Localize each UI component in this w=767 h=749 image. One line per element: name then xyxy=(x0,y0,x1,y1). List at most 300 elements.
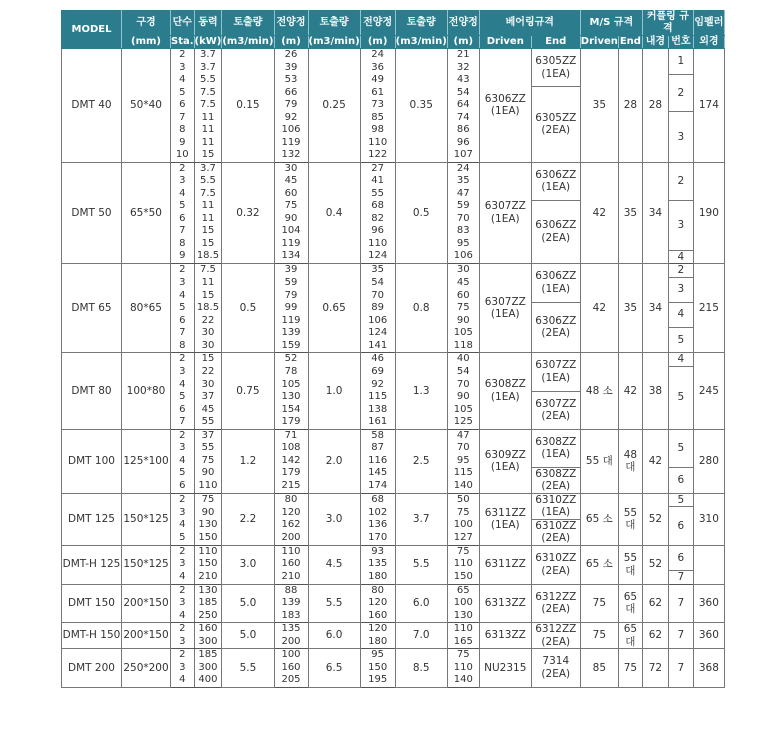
head-cell-1: 75 xyxy=(274,200,308,213)
impeller-cell: 368 xyxy=(693,649,724,688)
power-cell: 250 xyxy=(194,610,222,623)
power-cell: 90 xyxy=(194,507,222,520)
flow-cell-1: 0.32 xyxy=(222,162,274,264)
head-cell-2: 69 xyxy=(360,366,395,379)
coupling-no-cell: 6 xyxy=(668,545,693,571)
bearing-driven-cell: 6307ZZ (1EA) xyxy=(479,162,531,264)
stage-cell: 5 xyxy=(171,302,195,315)
power-cell: 75 xyxy=(194,455,222,468)
head-cell-1: 60 xyxy=(274,188,308,201)
flow-cell-2: 2.0 xyxy=(308,429,360,493)
power-cell: 37 xyxy=(194,429,222,442)
bore-cell: 200*150 xyxy=(122,584,171,623)
head-cell-3: 140 xyxy=(447,674,479,687)
head-cell-2: 27 xyxy=(360,162,395,175)
power-cell: 15 xyxy=(194,238,222,251)
head-cell-2: 87 xyxy=(360,442,395,455)
head-cell-2: 141 xyxy=(360,340,395,353)
head-cell-3: 21 xyxy=(447,49,479,62)
pump-spec-table xyxy=(61,10,725,688)
header-bore: 구경 xyxy=(122,11,171,36)
header-ms: M/S 규격 xyxy=(580,11,642,36)
head-cell-1: 162 xyxy=(274,519,308,532)
stage-cell: 5 xyxy=(171,200,195,213)
power-cell: 7.5 xyxy=(194,188,222,201)
head-cell-3: 40 xyxy=(447,353,479,367)
head-cell-2: 124 xyxy=(360,327,395,340)
stage-cell: 4 xyxy=(171,188,195,201)
impeller-cell: 360 xyxy=(693,584,724,623)
model-cell: DMT 200 xyxy=(62,649,122,688)
head-cell-3: 105 xyxy=(447,327,479,340)
impeller-cell: 174 xyxy=(693,49,724,163)
head-cell-1: 45 xyxy=(274,175,308,188)
stage-cell: 2 xyxy=(171,649,195,662)
coupling-no-cell: 6 xyxy=(668,507,693,546)
table-row xyxy=(62,353,725,367)
head-cell-1: 26 xyxy=(274,49,308,62)
head-cell-1: 130 xyxy=(274,391,308,404)
head-cell-3: 125 xyxy=(447,416,479,429)
head-cell-2: 36 xyxy=(360,62,395,75)
header-coupling-id: 내경 xyxy=(642,36,668,49)
power-cell: 30 xyxy=(194,340,222,353)
power-cell: 3.7 xyxy=(194,49,222,62)
head-cell-1: 159 xyxy=(274,340,308,353)
header-ms-driven: Driven xyxy=(580,36,618,47)
head-cell-2: 135 xyxy=(360,558,395,571)
flow-cell-2: 0.65 xyxy=(308,264,360,353)
head-cell-3: 32 xyxy=(447,62,479,75)
table-row xyxy=(62,545,725,558)
stage-cell: 3 xyxy=(171,636,195,649)
table-row xyxy=(62,584,725,597)
table-row xyxy=(62,493,725,507)
flow-cell-1: 3.0 xyxy=(222,545,274,584)
head-cell-1: 200 xyxy=(274,532,308,545)
coupling-id-cell: 52 xyxy=(642,493,668,545)
coupling-no-cell: 4 xyxy=(668,353,693,367)
bearing-end-cell: 6307ZZ (1EA) xyxy=(531,353,580,392)
bore-cell: 250*200 xyxy=(122,649,171,688)
coupling-no-cell: 6 xyxy=(668,467,693,493)
head-cell-2: 180 xyxy=(360,571,395,585)
stage-cell: 2 xyxy=(171,429,195,442)
flow-cell-2: 1.0 xyxy=(308,353,360,430)
power-cell: 15 xyxy=(194,149,222,162)
ms-end-cell: 35 xyxy=(618,264,642,353)
head-cell-3: 140 xyxy=(447,480,479,493)
ms-driven-cell: 35 xyxy=(580,49,618,163)
head-cell-2: 120 xyxy=(360,597,395,610)
head-cell-1: 78 xyxy=(274,366,308,379)
head-cell-3: 95 xyxy=(447,455,479,468)
head-cell-1: 59 xyxy=(274,277,308,290)
table-row xyxy=(62,49,725,62)
head-cell-1: 200 xyxy=(274,636,308,649)
head-cell-2: 110 xyxy=(360,238,395,251)
header-impeller-od: 외경 xyxy=(693,36,724,49)
stage-cell: 4 xyxy=(171,379,195,392)
power-cell: 30 xyxy=(194,327,222,340)
header-coupling-no: 번호 xyxy=(668,36,693,49)
stage-cell: 8 xyxy=(171,124,195,137)
bearing-end-cell: 6306ZZ (1EA) xyxy=(531,264,580,303)
coupling-id-cell: 62 xyxy=(642,623,668,649)
header-stage-unit: Sta. xyxy=(171,36,194,47)
head-cell-1: 100 xyxy=(274,649,308,662)
impeller-cell: 280 xyxy=(693,429,724,493)
power-cell: 5.5 xyxy=(194,74,222,87)
stage-cell: 3 xyxy=(171,366,195,379)
bearing-driven-cell: 6311ZZ xyxy=(479,545,531,584)
coupling-id-cell: 62 xyxy=(642,584,668,623)
head-cell-3: 115 xyxy=(447,467,479,480)
header-flow-2: 토출량 xyxy=(308,11,360,36)
head-cell-3: 45 xyxy=(447,277,479,290)
head-cell-1: 210 xyxy=(274,571,308,585)
bearing-end-cell: 6308ZZ (2EA) xyxy=(531,467,580,493)
head-cell-3: 60 xyxy=(447,290,479,303)
header-head-3: 전양정 xyxy=(447,11,479,36)
stage-cell: 4 xyxy=(171,455,195,468)
head-cell-3: 70 xyxy=(447,213,479,226)
flow-cell-2: 4.5 xyxy=(308,545,360,584)
head-cell-2: 138 xyxy=(360,404,395,417)
head-cell-2: 46 xyxy=(360,353,395,367)
stage-cell: 8 xyxy=(171,340,195,353)
bore-cell: 125*100 xyxy=(122,429,171,493)
head-cell-2: 70 xyxy=(360,290,395,303)
head-cell-3: 64 xyxy=(447,99,479,112)
power-cell: 210 xyxy=(194,571,222,585)
power-cell: 45 xyxy=(194,404,222,417)
head-cell-2: 115 xyxy=(360,391,395,404)
bearing-driven-cell: 6306ZZ (1EA) xyxy=(479,49,531,163)
bearing-end-cell: 6310ZZ (2EA) xyxy=(531,519,580,545)
ms-driven-cell: 42 xyxy=(580,264,618,353)
bearing-end-cell: 6310ZZ (1EA) xyxy=(531,493,580,519)
model-cell: DMT-H 125 xyxy=(62,545,122,584)
coupling-id-cell: 42 xyxy=(642,429,668,493)
stage-cell: 4 xyxy=(171,674,195,687)
flow-cell-1: 1.2 xyxy=(222,429,274,493)
stage-cell: 7 xyxy=(171,327,195,340)
head-cell-1: 99 xyxy=(274,302,308,315)
stage-cell: 9 xyxy=(171,250,195,264)
bearing-end-cell: 6306ZZ (2EA) xyxy=(531,302,580,353)
head-cell-2: 161 xyxy=(360,416,395,429)
coupling-id-cell: 72 xyxy=(642,649,668,688)
head-cell-3: 50 xyxy=(447,493,479,507)
head-cell-1: 106 xyxy=(274,124,308,137)
model-cell: DMT 65 xyxy=(62,264,122,353)
power-cell: 300 xyxy=(194,636,222,649)
head-cell-1: 179 xyxy=(274,416,308,429)
bore-cell: 150*125 xyxy=(122,493,171,545)
impeller-cell xyxy=(693,545,724,584)
flow-cell-2: 5.5 xyxy=(308,584,360,623)
head-cell-1: 39 xyxy=(274,264,308,278)
head-cell-3: 107 xyxy=(447,149,479,162)
stage-cell: 6 xyxy=(171,480,195,493)
head-cell-2: 49 xyxy=(360,74,395,87)
stage-cell: 3 xyxy=(171,507,195,520)
ms-driven-cell: 75 xyxy=(580,584,618,623)
ms-end-cell: 48 대 xyxy=(618,429,642,493)
power-cell: 22 xyxy=(194,315,222,328)
head-cell-3: 30 xyxy=(447,264,479,278)
table-row xyxy=(62,162,725,175)
head-cell-3: 165 xyxy=(447,636,479,649)
head-cell-3: 90 xyxy=(447,391,479,404)
header-bearing-end: End xyxy=(531,36,580,49)
flow-cell-3: 6.0 xyxy=(395,584,447,623)
flow-cell-3: 3.7 xyxy=(395,493,447,545)
power-cell: 15 xyxy=(194,225,222,238)
stage-cell: 3 xyxy=(171,597,195,610)
head-cell-3: 47 xyxy=(447,188,479,201)
stage-cell: 5 xyxy=(171,467,195,480)
head-cell-2: 58 xyxy=(360,429,395,442)
flow-cell-3: 7.0 xyxy=(395,623,447,649)
stage-cell: 7 xyxy=(171,225,195,238)
coupling-id-cell: 52 xyxy=(642,545,668,584)
power-cell: 11 xyxy=(194,277,222,290)
head-cell-3: 70 xyxy=(447,442,479,455)
spec-table-wrapper xyxy=(61,10,725,688)
header-impeller: 임펠러 xyxy=(693,11,724,36)
flow-cell-3: 0.35 xyxy=(395,49,447,163)
power-cell: 5.5 xyxy=(194,175,222,188)
power-cell: 150 xyxy=(194,532,222,545)
header-flow-unit-3: (m3/min) xyxy=(395,36,447,47)
stage-cell: 4 xyxy=(171,571,195,585)
head-cell-1: 79 xyxy=(274,290,308,303)
power-cell: 11 xyxy=(194,112,222,125)
power-cell: 11 xyxy=(194,137,222,150)
head-cell-1: 134 xyxy=(274,250,308,264)
head-cell-3: 24 xyxy=(447,162,479,175)
head-cell-3: 105 xyxy=(447,404,479,417)
stage-cell: 9 xyxy=(171,137,195,150)
model-cell: DMT 125 xyxy=(62,493,122,545)
header-head-2: 전양정 xyxy=(360,11,395,36)
head-cell-3: 75 xyxy=(447,507,479,520)
power-cell: 7.5 xyxy=(194,87,222,100)
head-cell-2: 120 xyxy=(360,623,395,636)
head-cell-2: 82 xyxy=(360,213,395,226)
model-cell: DMT 80 xyxy=(62,353,122,430)
model-cell: DMT 150 xyxy=(62,584,122,623)
head-cell-2: 68 xyxy=(360,200,395,213)
stage-cell: 6 xyxy=(171,315,195,328)
head-cell-1: 154 xyxy=(274,404,308,417)
head-cell-3: 54 xyxy=(447,366,479,379)
header-power-unit: (kW) xyxy=(194,36,222,47)
stage-cell: 4 xyxy=(171,519,195,532)
head-cell-1: 71 xyxy=(274,429,308,442)
head-cell-1: 205 xyxy=(274,674,308,687)
power-cell: 90 xyxy=(194,467,222,480)
flow-cell-1: 2.2 xyxy=(222,493,274,545)
head-cell-3: 130 xyxy=(447,610,479,623)
head-cell-3: 75 xyxy=(447,302,479,315)
header-ms-end: End xyxy=(619,36,641,47)
coupling-no-cell: 2 xyxy=(668,74,693,112)
power-cell: 7.5 xyxy=(194,99,222,112)
coupling-no-cell: 5 xyxy=(668,366,693,429)
coupling-id-cell: 34 xyxy=(642,162,668,264)
head-cell-3: 127 xyxy=(447,532,479,545)
flow-cell-3: 8.5 xyxy=(395,649,447,688)
coupling-no-cell: 3 xyxy=(668,112,693,163)
power-cell: 130 xyxy=(194,584,222,597)
ms-end-cell: 55 대 xyxy=(618,545,642,584)
stage-cell: 4 xyxy=(171,74,195,87)
head-cell-2: 106 xyxy=(360,315,395,328)
bearing-driven-cell: 6309ZZ (1EA) xyxy=(479,429,531,493)
stage-cell: 4 xyxy=(171,290,195,303)
stage-cell: 3 xyxy=(171,175,195,188)
bearing-driven-cell: 6313ZZ xyxy=(479,584,531,623)
head-cell-3: 110 xyxy=(447,558,479,571)
stage-cell: 8 xyxy=(171,238,195,251)
head-cell-1: 119 xyxy=(274,315,308,328)
head-cell-2: 35 xyxy=(360,264,395,278)
bearing-end-cell: 6306ZZ (2EA) xyxy=(531,200,580,264)
stage-cell: 7 xyxy=(171,112,195,125)
power-cell: 18.5 xyxy=(194,250,222,264)
head-cell-2: 136 xyxy=(360,519,395,532)
flow-cell-1: 5.0 xyxy=(222,623,274,649)
head-cell-1: 120 xyxy=(274,507,308,520)
head-cell-2: 89 xyxy=(360,302,395,315)
coupling-no-cell: 7 xyxy=(668,584,693,623)
head-cell-1: 119 xyxy=(274,238,308,251)
power-cell: 11 xyxy=(194,200,222,213)
flow-cell-1: 5.5 xyxy=(222,649,274,688)
head-cell-2: 150 xyxy=(360,662,395,675)
bearing-end-cell: 6312ZZ (2EA) xyxy=(531,584,580,623)
bearing-end-cell: 6307ZZ (2EA) xyxy=(531,391,580,429)
head-cell-1: 135 xyxy=(274,623,308,636)
coupling-no-cell: 5 xyxy=(668,429,693,467)
stage-cell: 3 xyxy=(171,558,195,571)
flow-cell-2: 6.0 xyxy=(308,623,360,649)
head-cell-3: 35 xyxy=(447,175,479,188)
power-cell: 110 xyxy=(194,545,222,558)
head-cell-3: 100 xyxy=(447,519,479,532)
flow-cell-1: 0.75 xyxy=(222,353,274,430)
power-cell: 3.7 xyxy=(194,62,222,75)
head-cell-2: 102 xyxy=(360,507,395,520)
head-cell-1: 108 xyxy=(274,442,308,455)
flow-cell-2: 0.4 xyxy=(308,162,360,264)
head-cell-3: 70 xyxy=(447,379,479,392)
head-cell-1: 90 xyxy=(274,213,308,226)
head-cell-3: 110 xyxy=(447,623,479,636)
stage-cell: 3 xyxy=(171,662,195,675)
head-cell-1: 30 xyxy=(274,162,308,175)
head-cell-2: 145 xyxy=(360,467,395,480)
impeller-cell: 245 xyxy=(693,353,724,430)
table-row xyxy=(62,429,725,442)
coupling-no-cell: 3 xyxy=(668,277,693,302)
head-cell-1: 110 xyxy=(274,545,308,558)
power-cell: 11 xyxy=(194,124,222,137)
head-cell-1: 88 xyxy=(274,584,308,597)
head-cell-2: 24 xyxy=(360,49,395,62)
head-cell-2: 80 xyxy=(360,584,395,597)
coupling-no-cell: 4 xyxy=(668,250,693,264)
flow-cell-2: 0.25 xyxy=(308,49,360,163)
stage-cell: 5 xyxy=(171,391,195,404)
stage-cell: 6 xyxy=(171,404,195,417)
stage-cell: 3 xyxy=(171,277,195,290)
head-cell-2: 122 xyxy=(360,149,395,162)
head-cell-1: 53 xyxy=(274,74,308,87)
header-head-unit-1: (m) xyxy=(274,36,308,49)
header-coupling: 커플링 규격 xyxy=(642,11,693,36)
header-model: MODEL xyxy=(62,11,122,49)
bearing-driven-cell: 6308ZZ (1EA) xyxy=(479,353,531,430)
head-cell-2: 95 xyxy=(360,649,395,662)
head-cell-2: 110 xyxy=(360,137,395,150)
stage-cell: 2 xyxy=(171,493,195,507)
head-cell-2: 174 xyxy=(360,480,395,493)
head-cell-2: 195 xyxy=(360,674,395,687)
ms-driven-cell: 85 xyxy=(580,649,618,688)
head-cell-2: 55 xyxy=(360,188,395,201)
stage-cell: 3 xyxy=(171,62,195,75)
bore-cell: 80*65 xyxy=(122,264,171,353)
ms-driven-cell: 42 xyxy=(580,162,618,264)
head-cell-2: 85 xyxy=(360,112,395,125)
stage-cell: 2 xyxy=(171,264,195,278)
power-cell: 3.7 xyxy=(194,162,222,175)
header-stage: 단수 xyxy=(171,11,195,36)
flow-cell-2: 6.5 xyxy=(308,649,360,688)
power-cell: 55 xyxy=(194,416,222,429)
coupling-no-cell: 4 xyxy=(668,302,693,327)
bore-cell: 200*150 xyxy=(122,623,171,649)
bearing-end-cell: 6310ZZ (2EA) xyxy=(531,545,580,584)
bearing-end-cell: 6312ZZ (2EA) xyxy=(531,623,580,649)
power-cell: 15 xyxy=(194,353,222,367)
head-cell-3: 150 xyxy=(447,571,479,585)
ms-end-cell: 75 xyxy=(618,649,642,688)
flow-cell-3: 1.3 xyxy=(395,353,447,430)
power-cell: 7.5 xyxy=(194,264,222,278)
power-cell: 110 xyxy=(194,480,222,493)
bearing-end-cell: 6305ZZ (2EA) xyxy=(531,87,580,163)
bore-cell: 50*40 xyxy=(122,49,171,163)
head-cell-1: 183 xyxy=(274,610,308,623)
bearing-end-cell: 6306ZZ (1EA) xyxy=(531,162,580,200)
ms-end-cell: 65 대 xyxy=(618,584,642,623)
head-cell-2: 96 xyxy=(360,225,395,238)
stage-cell: 2 xyxy=(171,49,195,62)
impeller-cell: 360 xyxy=(693,623,724,649)
spec-table-body xyxy=(62,49,725,688)
head-cell-3: 100 xyxy=(447,597,479,610)
table-row xyxy=(62,649,725,662)
power-cell: 15 xyxy=(194,290,222,303)
head-cell-2: 180 xyxy=(360,636,395,649)
head-cell-3: 106 xyxy=(447,250,479,264)
head-cell-1: 92 xyxy=(274,112,308,125)
